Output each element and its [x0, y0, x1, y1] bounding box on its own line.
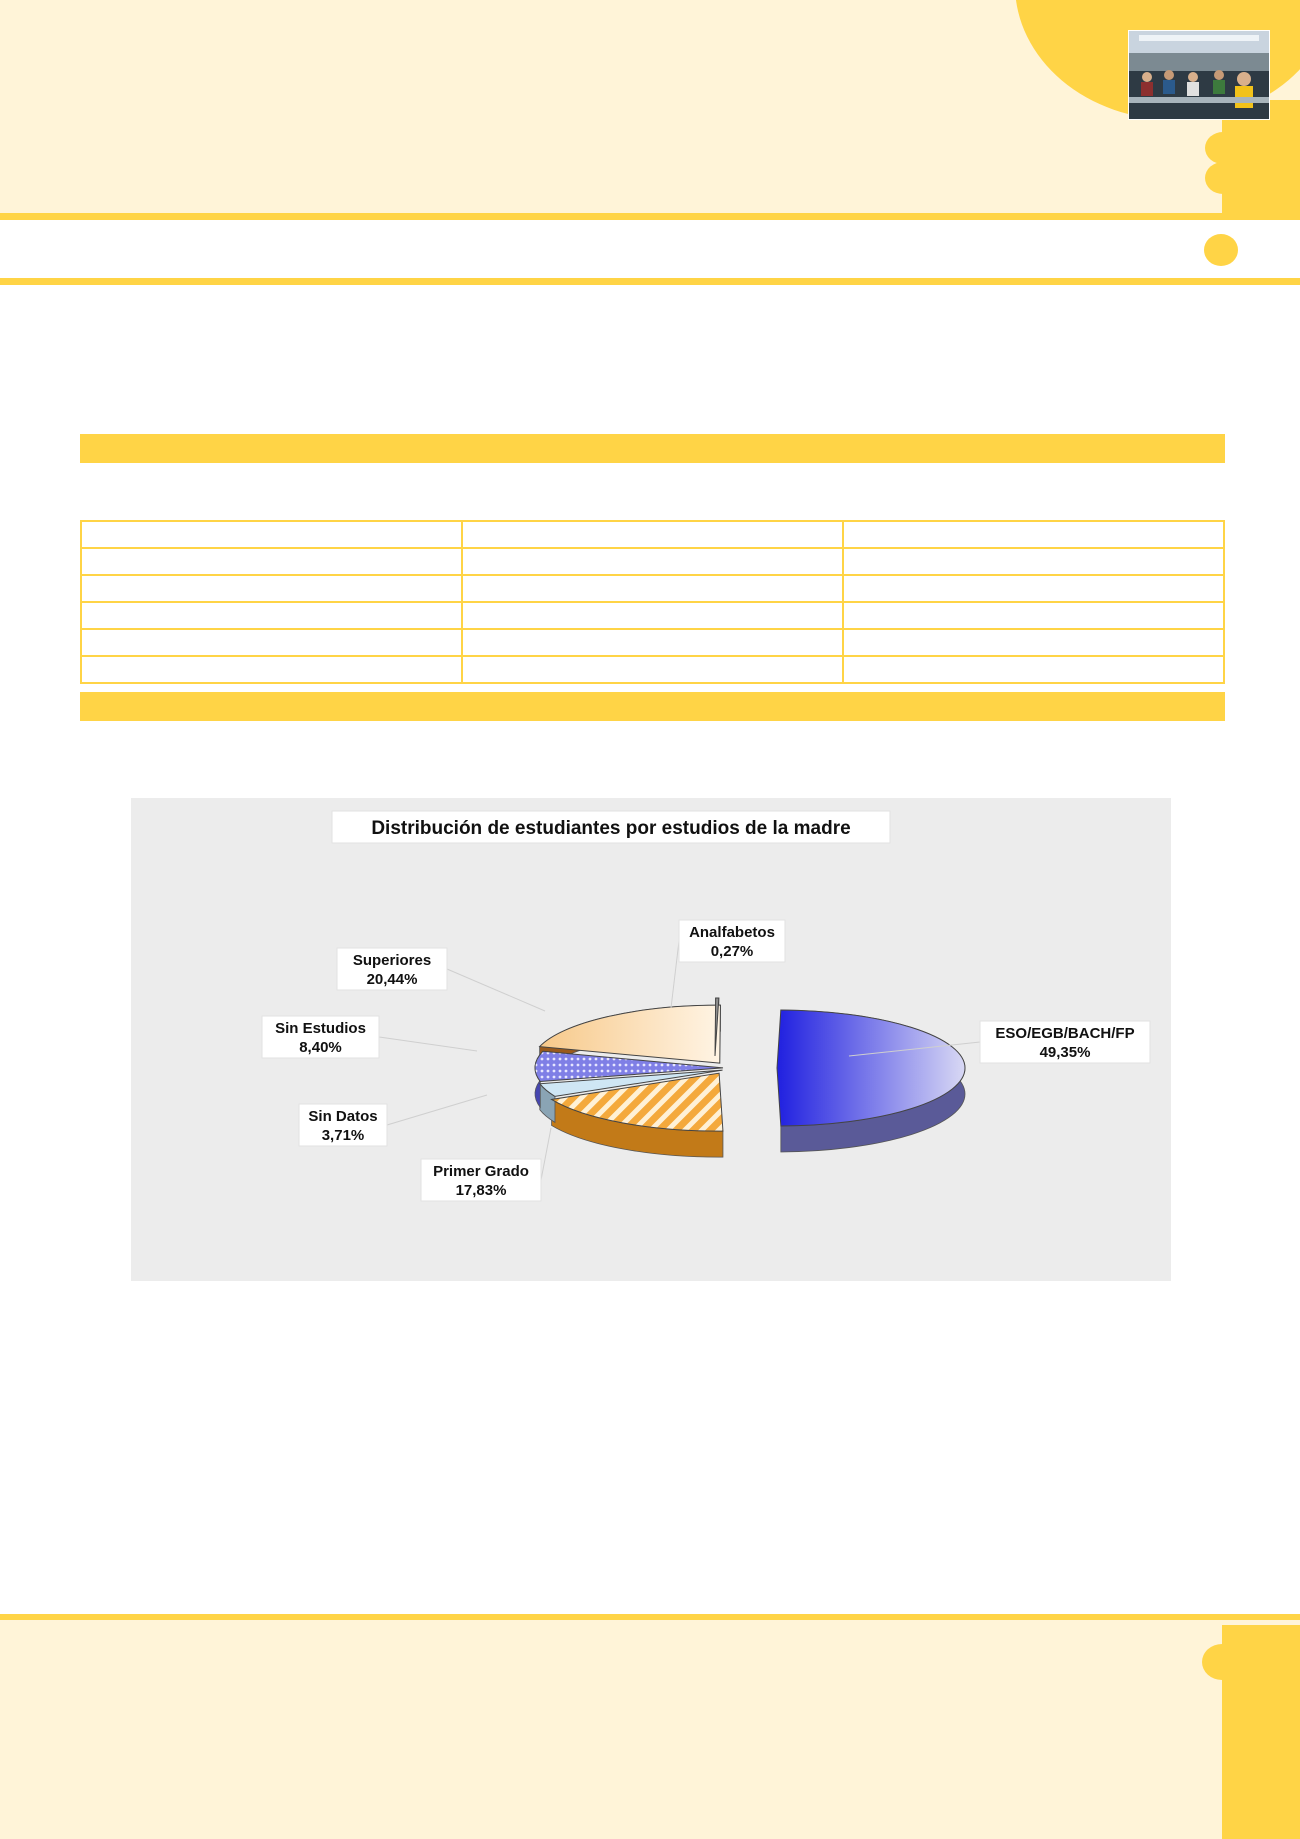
header-divider-bottom — [0, 278, 1300, 285]
table-row — [81, 521, 1224, 548]
classroom-photo-icon — [1128, 30, 1270, 120]
pie-slice-value: 17,83% — [455, 1182, 507, 1199]
table-row — [81, 602, 1224, 629]
pie-chart-canvas — [131, 798, 1171, 1281]
pie-slice-value: 3,71% — [321, 1127, 365, 1144]
table-row — [81, 575, 1224, 602]
table-footer-band — [80, 692, 1225, 721]
header-divider-top — [0, 213, 1300, 220]
chart-title: Distribución de estudiantes por estudios de la madre — [371, 818, 851, 839]
pie-slice-value: 8,40% — [299, 1039, 342, 1056]
pie-slice-value: 0,27% — [710, 943, 754, 960]
pie-leader-line — [379, 1037, 477, 1051]
pie-slice-label: Analfabetos — [689, 924, 775, 941]
table-title-band — [80, 434, 1225, 463]
pie-leader-line — [447, 969, 545, 1011]
data-table — [80, 520, 1225, 684]
pie-slice-label: Sin Estudios — [275, 1020, 366, 1037]
footer-dot — [1202, 1644, 1242, 1680]
pie-leader-line — [671, 941, 679, 1008]
pie-leader-line — [541, 1128, 551, 1180]
pie-slice-label: Primer Grado — [433, 1163, 529, 1180]
pie-slice-label: Superiores — [352, 952, 432, 969]
footer-background — [0, 1620, 1300, 1839]
pie-slice-value: 20,44% — [366, 971, 418, 988]
table-row — [81, 629, 1224, 656]
header-dot — [1205, 132, 1241, 164]
table-row — [81, 548, 1224, 575]
table-row — [81, 656, 1224, 683]
pie-chart — [131, 798, 1171, 1281]
pie-slice-label: ESO/EGB/BACH/FP — [995, 1025, 1135, 1042]
pie-slice-value: 49,35% — [1039, 1044, 1091, 1061]
header-dot — [1205, 162, 1241, 194]
pie-leader-line — [387, 1095, 487, 1125]
pie-slice-label: Sin Datos — [308, 1108, 378, 1125]
header-dot — [1204, 234, 1238, 266]
